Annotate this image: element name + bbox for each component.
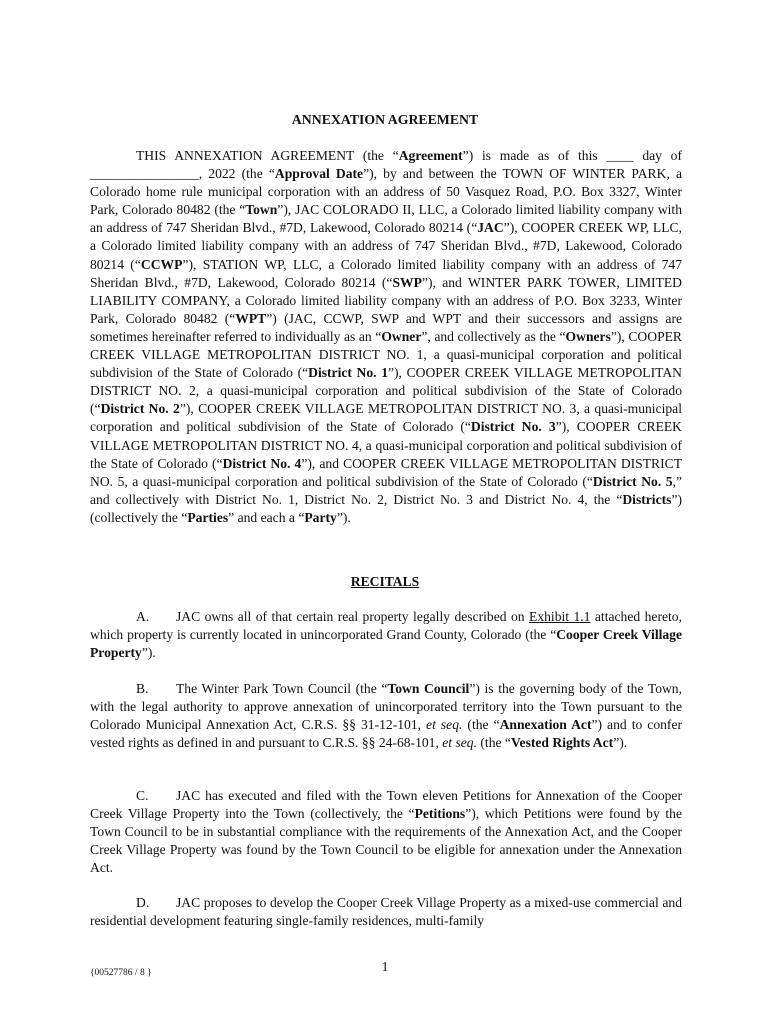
defined-term: Districts	[622, 491, 672, 507]
defined-term: District No. 2	[100, 401, 180, 417]
defined-term: Town Council	[387, 681, 470, 696]
defined-term: Annexation Act	[499, 717, 592, 733]
defined-term: WPT	[235, 310, 267, 326]
footer-document-id: {00527786 / 8 }	[90, 968, 152, 978]
exhibit-reference: Exhibit 1.1	[529, 609, 591, 624]
recital-letter: A.	[136, 609, 150, 624]
recital-letter: B.	[136, 681, 149, 696]
defined-term: Agreement	[398, 148, 463, 163]
defined-term: Approval Date	[274, 166, 364, 182]
recital-b: B. The Winter Park Town Council (the “Town Council”) is the governing body of the Town, with the legal authority to approve annexation of unincorporated territory into the Town pursuant to the Colorado Municipal Annexation Act, C.R.S. §§ 31-12-101, et seq. (the “Annexation Act”) and to confer vested rights as defined in and pursuant to C.R.S. §§ 24-68-101, et seq. (the “Vested Rights Act”).	[90, 681, 683, 751]
defined-term: JAC	[477, 220, 504, 236]
defined-term: CCWP	[140, 256, 183, 272]
page-number: 1	[381, 959, 389, 974]
defined-term: District No. 4	[222, 455, 302, 471]
recital-letter: C.	[136, 788, 149, 803]
defined-term: Owner	[381, 328, 422, 344]
intro-paragraph: THIS ANNEXATION AGREEMENT (the “Agreement”) is made as of this ____ day of ________________, 2022 (the “Approval Date”), by and between the TOWN OF WINTER PARK, a Colorado home rule municipal corporation with an address of 50 Vasquez Road, P.O. Box 3327, Winter Park, Colorado 80482 (the “Town”), JAC COLORADO II, LLC, a Colorado limited liability company with an address of 747 Sheridan Blvd., #7D, Lakewood, Colorado 80214 (“JAC”), COOPER CREEK WP, LLC, a Colorado limited liability company with an address of 747 Sheridan Blvd., #7D, Lakewood, Colorado 80214 (“CCWP”), STATION WP, LLC, a Colorado limited liability company with an address of 747 Sheridan Blvd., #7D, Lakewood, Colorado 80214 (“SWP”), and WINTER PARK TOWER, LIMITED LIABILITY COMPANY, a Colorado limited liability company with an address of P.O. Box 3233, Winter Park, Colorado 80482 (“WPT”) (JAC, CCWP, SWP and WPT and their successors and assigns are sometimes hereinafter referred to individually as an “Owner”, and collectively as the “Owners”), COOPER CREEK VILLAGE METROPOLITAN DISTRICT NO. 1, a quasi-municipal corporation and political subdivision of the State of Colorado (“District No. 1”), COOPER CREEK VILLAGE METROPOLITAN DISTRICT NO. 2, a quasi-municipal corporation and political subdivision of the State of Colorado (“District No. 2”), COOPER CREEK VILLAGE METROPOLITAN DISTRICT NO. 3, a quasi-municipal corporation and political subdivision of the State of Colorado (“District No. 3”), COOPER CREEK VILLAGE METROPOLITAN DISTRICT NO. 4, a quasi-municipal corporation and political subdivision of the State of Colorado (“District No. 4”), and COOPER CREEK VILLAGE METROPOLITAN DISTRICT NO. 5, a quasi-municipal corporation and political subdivision of the State of Colorado (“District No. 5,” and collectively with District No. 1, District No. 2, District No. 3 and District No. 4, the “Districts”) (collectively the “Parties” and each a “Party”).	[90, 148, 683, 525]
italic-citation: et seq.	[442, 735, 477, 751]
defined-term: District No. 5	[592, 473, 673, 489]
recital-c: C. JAC has executed and filed with the Town eleven Petitions for Annexation of the Cooper Creek Village Property into the Town (collectively, the “Petitions”), which Petitions were found by the Town Council to be in substantial compliance with the requirements of the Annexation Act, and the Cooper Creek Village Property was found by the Town Council to be eligible for annexation under the Annexation Act.	[90, 788, 682, 876]
defined-term: Owners	[565, 328, 611, 344]
recital-letter: D.	[136, 895, 150, 910]
recital-d: D. JAC proposes to develop the Cooper Creek Village Property as a mixed-use commercial and residential development featuring single-family residences, multi-family	[90, 895, 682, 929]
defined-term: District No. 1	[308, 365, 388, 381]
defined-term: SWP	[392, 274, 422, 290]
defined-term: Party	[304, 509, 337, 525]
defined-term: Vested Rights Act	[510, 735, 614, 751]
defined-term: Town	[245, 202, 278, 218]
italic-citation: et seq.	[426, 717, 463, 733]
recitals-heading: RECITALS	[350, 574, 420, 589]
defined-term: Petitions	[414, 806, 466, 822]
recital-a: A. JAC owns all of that certain real property legally described on Exhibit 1.1 attached hereto, which property is currently located in unincorporated Grand County, Colorado (the “Cooper Creek Village Property”).	[90, 609, 682, 661]
defined-term: Cooper Creek Village Property	[90, 627, 682, 661]
defined-term: District No. 3	[470, 419, 556, 435]
defined-term: Parties	[187, 509, 229, 525]
document-title: ANNEXATION AGREEMENT	[291, 112, 479, 127]
